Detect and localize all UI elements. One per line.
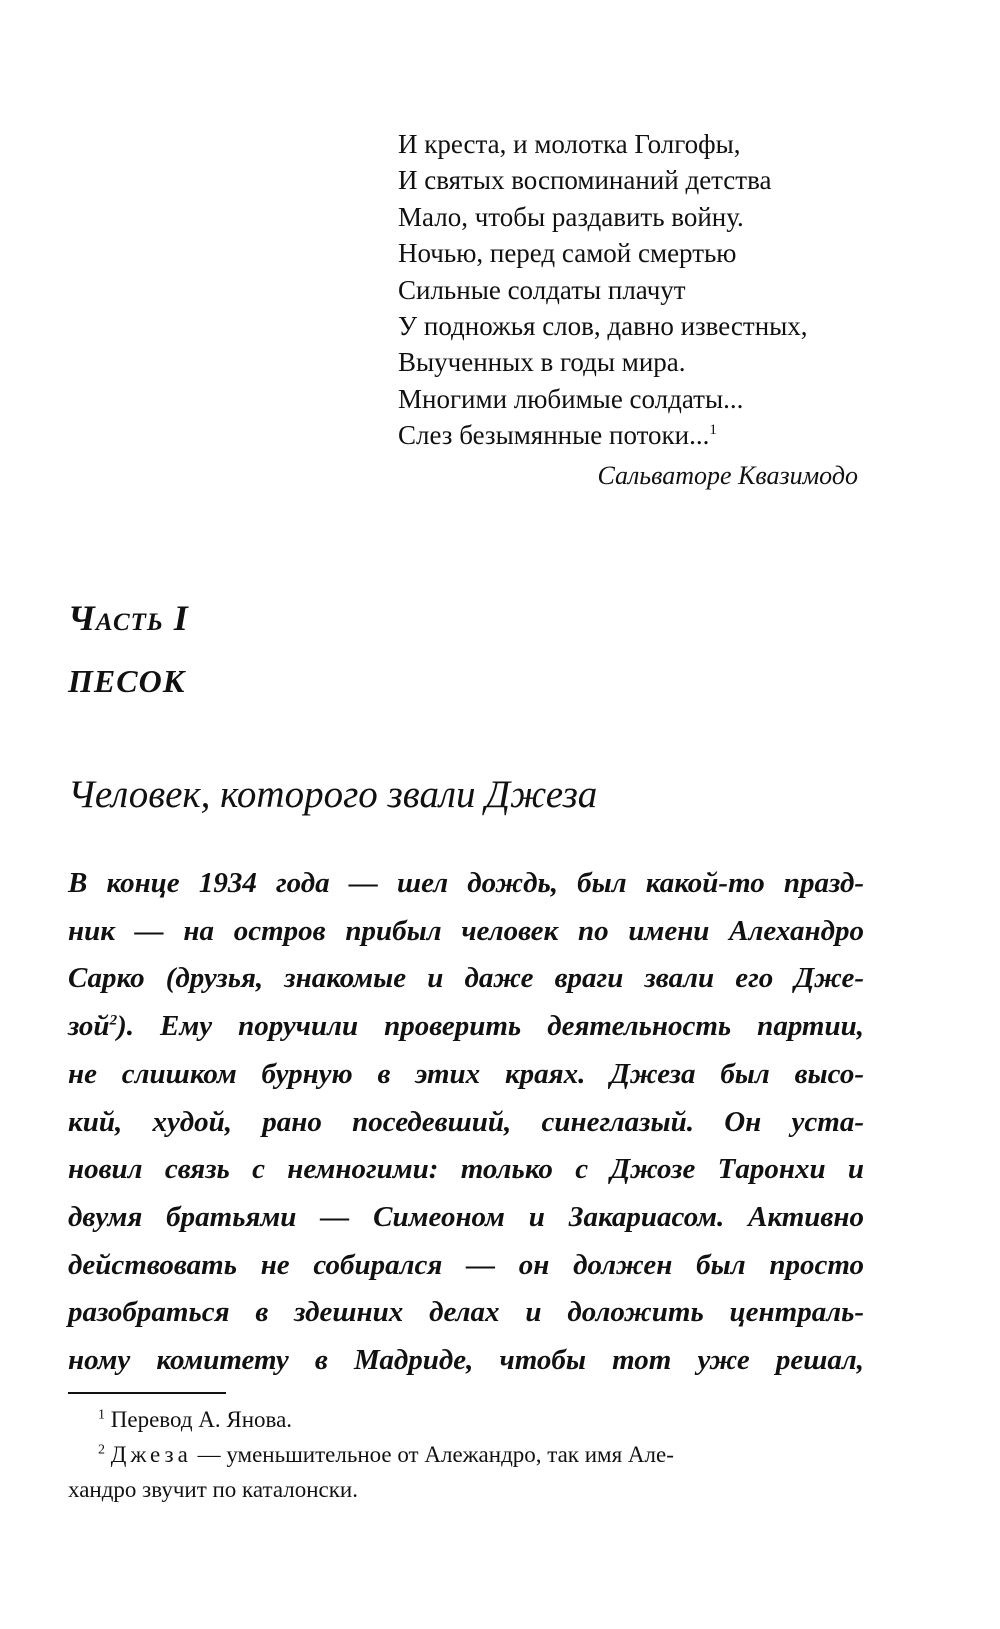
- body-line: Сарко (друзья, знакомые и даже враги звали его Дже-: [68, 962, 864, 995]
- footnote-1-text: Перевод А. Янова.: [110, 1407, 293, 1432]
- part-label: Часть I: [68, 598, 189, 638]
- epigraph-author: Сальваторе Квазимодо: [597, 460, 858, 490]
- footnotes: [68, 1402, 864, 1507]
- body-line: ному комитету в Мадриде, чтобы тот уже решал,: [68, 1344, 864, 1377]
- body-line: не слишком бурную в этих краях. Джеза был высо-: [68, 1057, 864, 1090]
- body-line-start: зой: [68, 1010, 110, 1043]
- footnote-2-mark: 2: [98, 1442, 105, 1458]
- epigraph-line: Многими любимые солдаты...: [398, 383, 744, 414]
- epigraph-line: Сильные солдаты плачут: [398, 274, 686, 305]
- epigraph-line: И святых воспоминаний детства: [398, 165, 772, 196]
- epigraph: [398, 126, 868, 496]
- body-line: новил связь с немногими: только с Джозе Тaронхи и: [68, 1153, 864, 1186]
- body-line: ник — на остров прибыл человек по имени Алехандро: [68, 914, 864, 947]
- epigraph-line: И креста, и молотка Голгофы,: [398, 129, 741, 159]
- footnote-ref-2: 2: [109, 1012, 118, 1029]
- body-line: В конце 1934 года — шел дождь, был какой-то празд-: [68, 867, 864, 899]
- body-line: разобраться в здешних делах и доложить централь-: [68, 1296, 864, 1329]
- footnote-2-continuation: хандро звучит по каталонски.: [68, 1477, 358, 1502]
- chapter-title: Человек, которого звали Джеза: [68, 773, 598, 816]
- chapter-body: [68, 860, 864, 1385]
- body-line: [68, 1003, 864, 1051]
- epigraph-line: Ночью, перед самой смертью: [398, 238, 737, 269]
- epigraph-line: Выученных в годы мира.: [398, 347, 686, 378]
- part-name: ПЕСОК: [68, 663, 186, 699]
- footnote-2-text: — уменьшительное от Алежандро, так имя Але-: [191, 1442, 674, 1467]
- footnote-2: [68, 1437, 864, 1472]
- epigraph-line: [398, 417, 868, 453]
- footnote-1: [68, 1402, 864, 1437]
- footnote-ref-1: 1: [709, 422, 717, 439]
- body-line: кий, худой, рано поседевший, синеглазый. Он уста-: [68, 1105, 864, 1138]
- epigraph-last-line-text: Слез безымянные потоки...: [398, 420, 710, 451]
- footnote-2-term: Джеза: [110, 1442, 192, 1467]
- body-line-end: ). Ему поручили проверить деятельность партии,: [117, 1010, 864, 1043]
- body-line: действовать не собирался — он должен был просто: [68, 1248, 864, 1281]
- epigraph-line: Мало, чтобы раздавить войну.: [398, 201, 744, 232]
- footnote-divider: [68, 1392, 226, 1394]
- body-line: двумя братьями — Симеоном и Закариасом. Активно: [68, 1200, 864, 1233]
- epigraph-line: У подножья слов, давно известных,: [398, 311, 808, 342]
- footnote-1-mark: 1: [98, 1407, 105, 1423]
